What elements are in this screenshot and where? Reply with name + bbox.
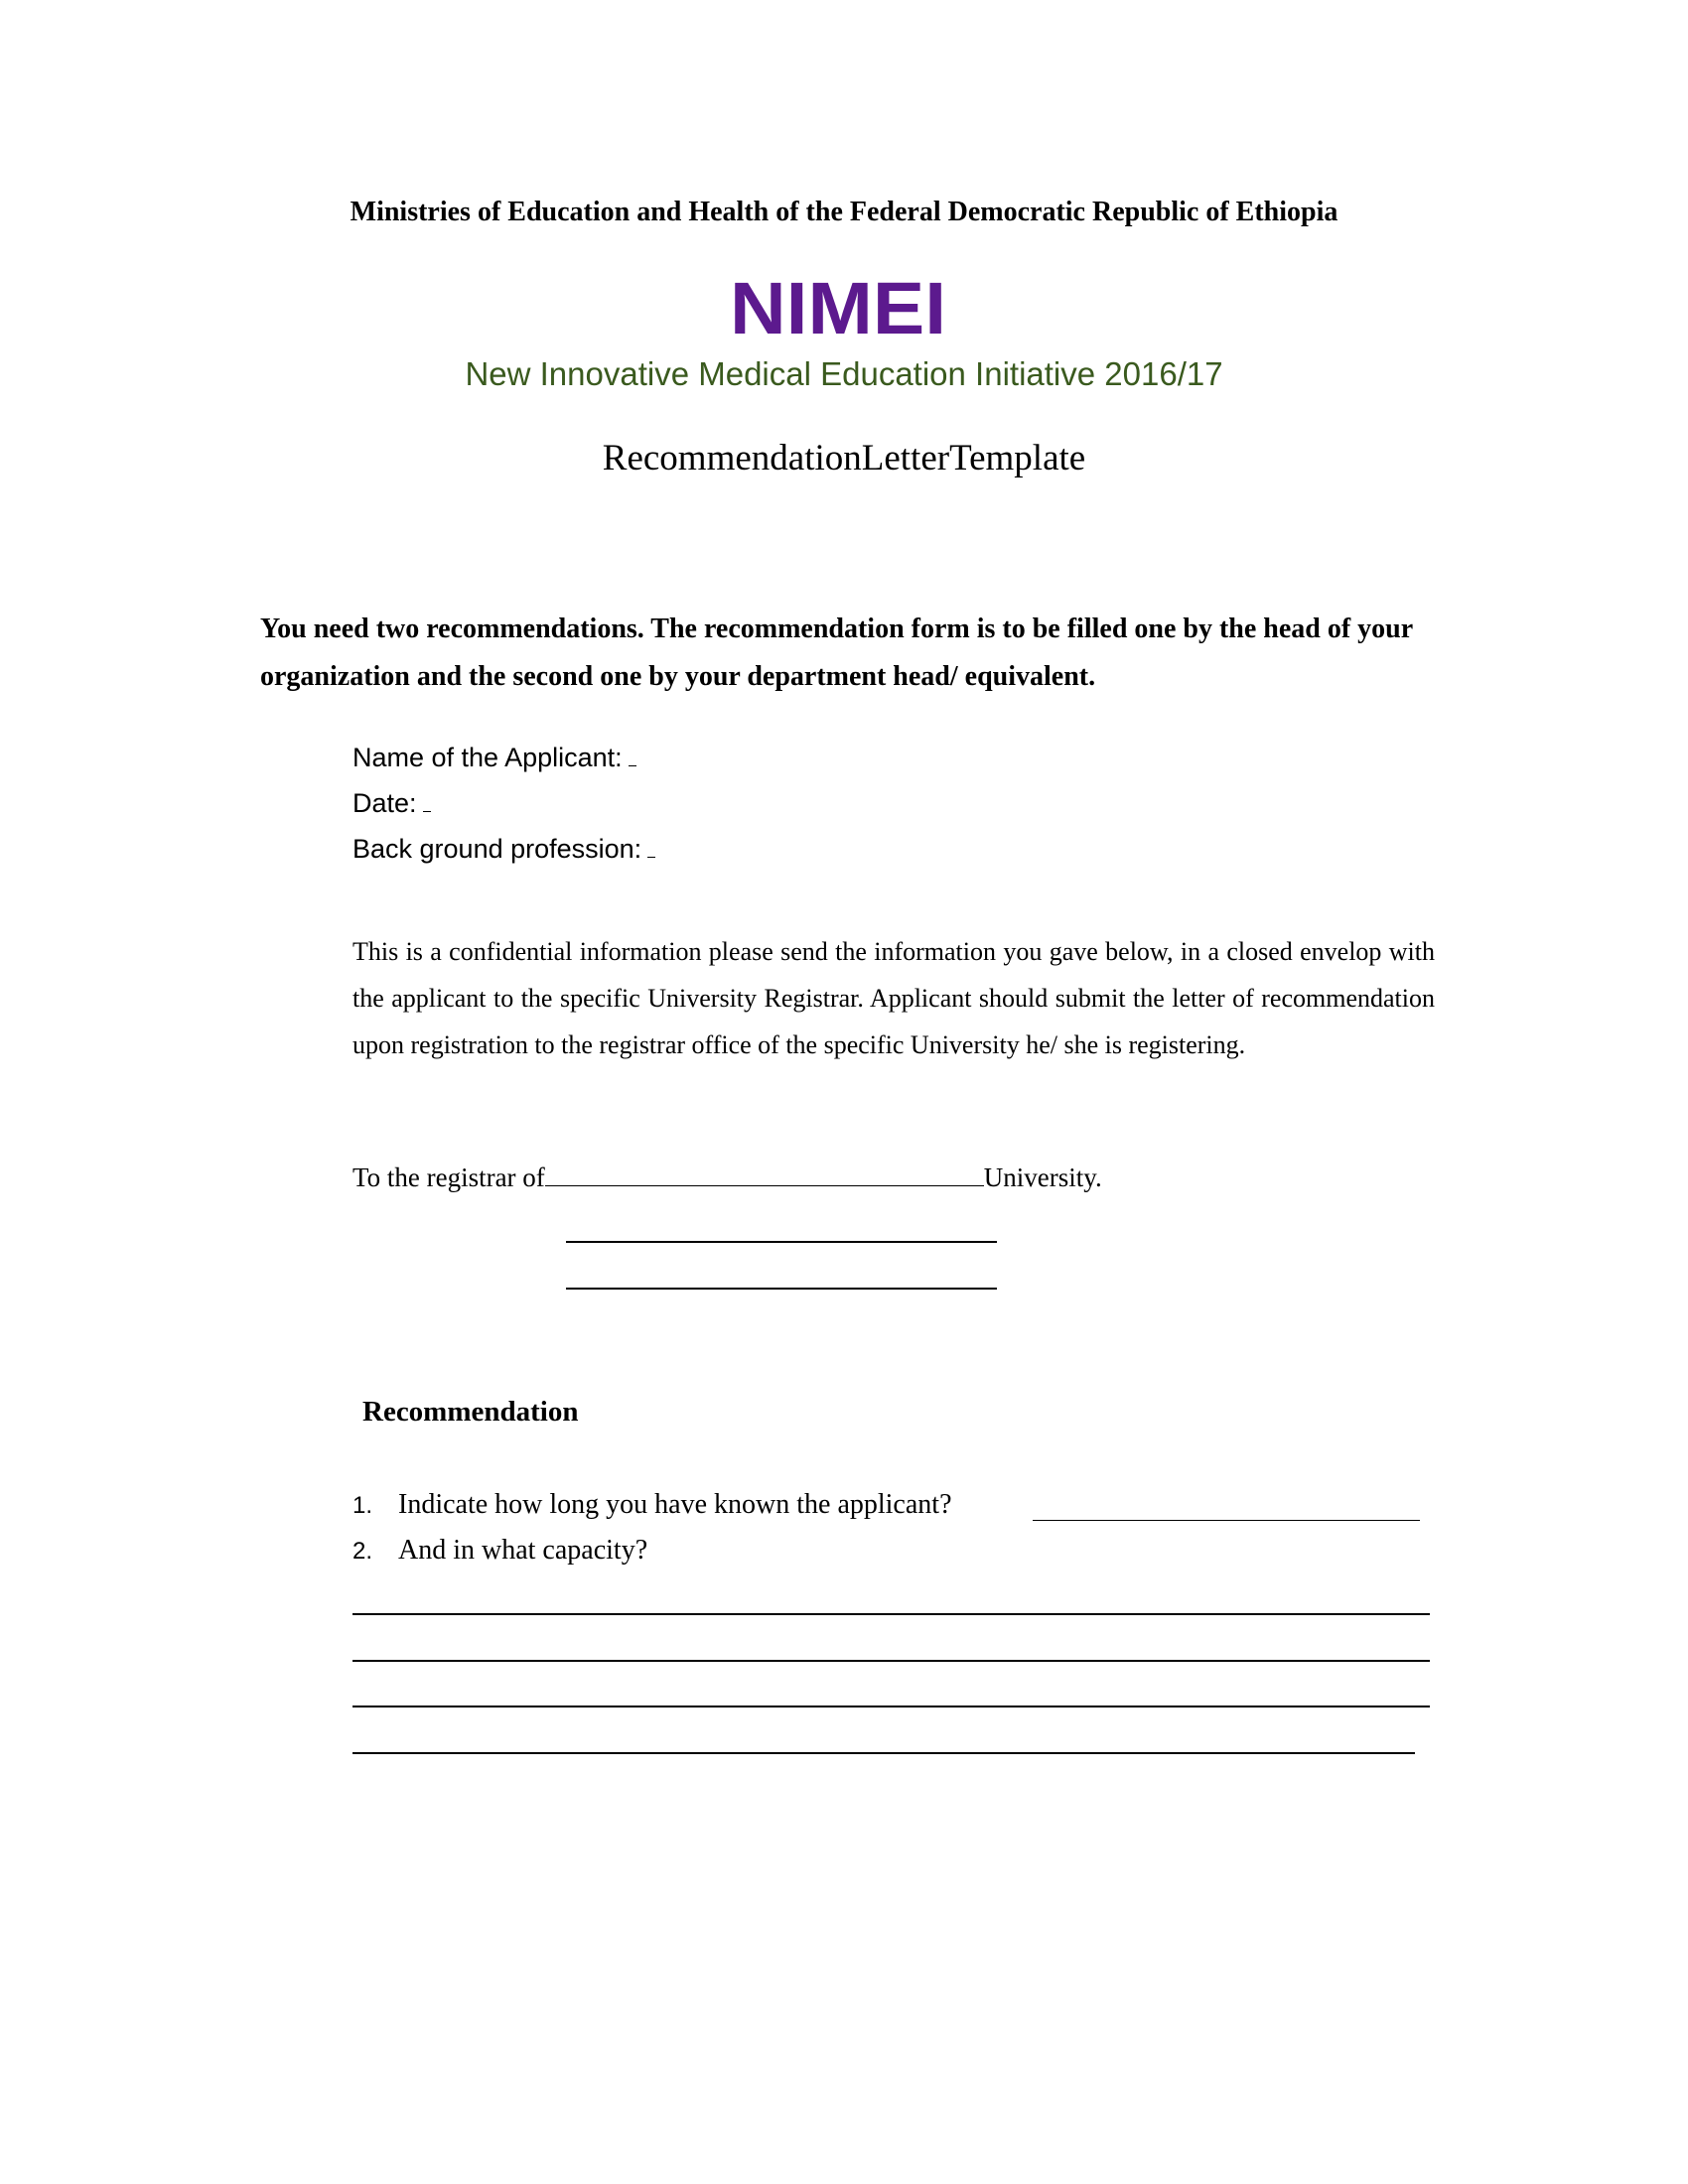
registrar-prefix: To the registrar of <box>352 1162 545 1192</box>
question-text: And in what capacity? <box>398 1535 648 1566</box>
date-blank <box>423 789 431 812</box>
profession-label: Back ground profession: <box>352 834 642 864</box>
address-blank-line <box>566 1288 997 1290</box>
profession-blank <box>647 835 655 858</box>
applicant-name-label: Name of the Applicant: <box>352 743 623 772</box>
question-number: 2. <box>352 1538 373 1565</box>
profession-field <box>352 834 655 865</box>
applicant-name-field <box>352 743 636 773</box>
ministries-heading: Ministries of Education and Health of the Federal Democratic Republic of Ethiopia <box>350 197 1338 227</box>
recommendation-heading: Recommendation <box>362 1396 579 1428</box>
svg-text:NIMEI: NIMEI <box>730 274 946 343</box>
confidential-notice: This is a confidential information please send the information you gave below, in a closed envelop with the applicant to the specific University Registrar. Applicant should submit the letter of recommendation upon registration to the registrar office of the specific University he/ she is registering. <box>352 937 1435 1059</box>
question-item <box>352 1535 647 1567</box>
address-blank-line <box>566 1241 997 1243</box>
registrar-suffix: University. <box>983 1162 1102 1192</box>
date-label: Date: <box>352 788 417 818</box>
capacity-answer-line <box>352 1613 1430 1615</box>
question-item <box>352 1489 952 1521</box>
capacity-answer-line <box>352 1660 1430 1662</box>
nimei-logo <box>727 274 949 343</box>
date-field <box>352 788 431 819</box>
applicant-name-blank <box>629 744 636 766</box>
university-blank <box>545 1160 984 1186</box>
question-text: Indicate how long you have known the applicant? <box>398 1489 952 1520</box>
registrar-line <box>352 1160 1102 1193</box>
capacity-answer-line <box>352 1752 1415 1754</box>
question-number: 1. <box>352 1492 373 1519</box>
duration-answer-blank <box>1033 1520 1420 1521</box>
template-title: RecommendationLetterTemplate <box>602 438 1086 478</box>
initiative-title: New Innovative Medical Education Initiative 2016/17 <box>465 355 1223 392</box>
instructions-paragraph: You need two recommendations. The recommendation form is to be filled one by the head of your organization and the second one by your department head/ equivalent. <box>260 614 1413 692</box>
capacity-answer-line <box>352 1706 1430 1707</box>
